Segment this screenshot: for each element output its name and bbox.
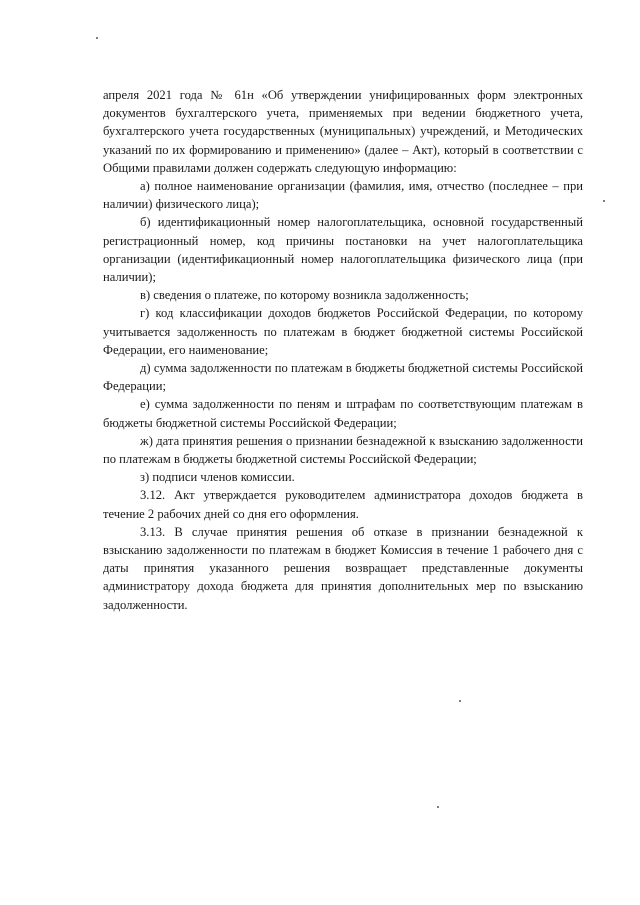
paragraph-item-g: г) код классификации доходов бюджетов Российской Федерации, по которому учитывается задолженность по платежам в бюджет бюджетной системы Российской Федерации, его наименование; — [103, 306, 583, 357]
paragraph-3-13: 3.13. В случае принятия решения об отказе в признании безнадежной к взысканию задолженности по платежам в бюджет Комиссия в течение 1 рабочего дня с даты принятия указанного решения возвращает представленные документы администратору дохода бюджета для принятия дополнительных мер по взысканию задолженности. — [103, 524, 583, 612]
paragraph-item-a: а) полное наименование организации (фамилия, имя, отчество (последнее – при наличии) физического лица); — [103, 179, 583, 212]
scan-speck — [459, 700, 461, 702]
paragraph-item-b: б) идентификационный номер налогоплательщика, основной государственный регистрационный номер, код причины постановки на учет налогоплательщика организации (идентификационный номер налогоплательщика физического лица (при наличии); — [103, 215, 583, 285]
scan-speck — [437, 806, 439, 808]
scan-speck — [96, 37, 98, 39]
document-body — [103, 86, 583, 614]
paragraph-intro: апреля 2021 года № 61н «Об утверждении унифицированных форм электронных документов бухгалтерского учета, применяемых при ведении бюджетного учета, бухгалтерского учета государственных (муниципальных) учреждений, и Методических указаний по их формированию и применению» (далее – Акт), который в соответствии с Общими правилами должен содержать следующую информацию: — [103, 88, 583, 175]
paragraph-item-zh: ж) дата принятия решения о признании безнадежной к взысканию задолженности по платежам в бюджеты бюджетной системы Российской Федерации; — [103, 433, 583, 467]
paragraph-item-e: е) сумма задолженности по пеням и штрафам по соответствующим платежам в бюджеты бюджетной системы Российской Федерации; — [103, 397, 583, 430]
scan-speck — [603, 200, 605, 202]
paragraph-item-v: в) сведения о платеже, по которому возникла задолженность; — [140, 288, 469, 303]
paragraph-item-z: з) подписи членов комиссии. — [140, 470, 295, 485]
paragraph-3-12: 3.12. Акт утверждается руководителем администратора доходов бюджета в течение 2 рабочих дней со дня его оформления. — [103, 488, 583, 521]
paragraph-item-d: д) сумма задолженности по платежам в бюджеты бюджетной системы Российской Федерации; — [103, 361, 583, 394]
